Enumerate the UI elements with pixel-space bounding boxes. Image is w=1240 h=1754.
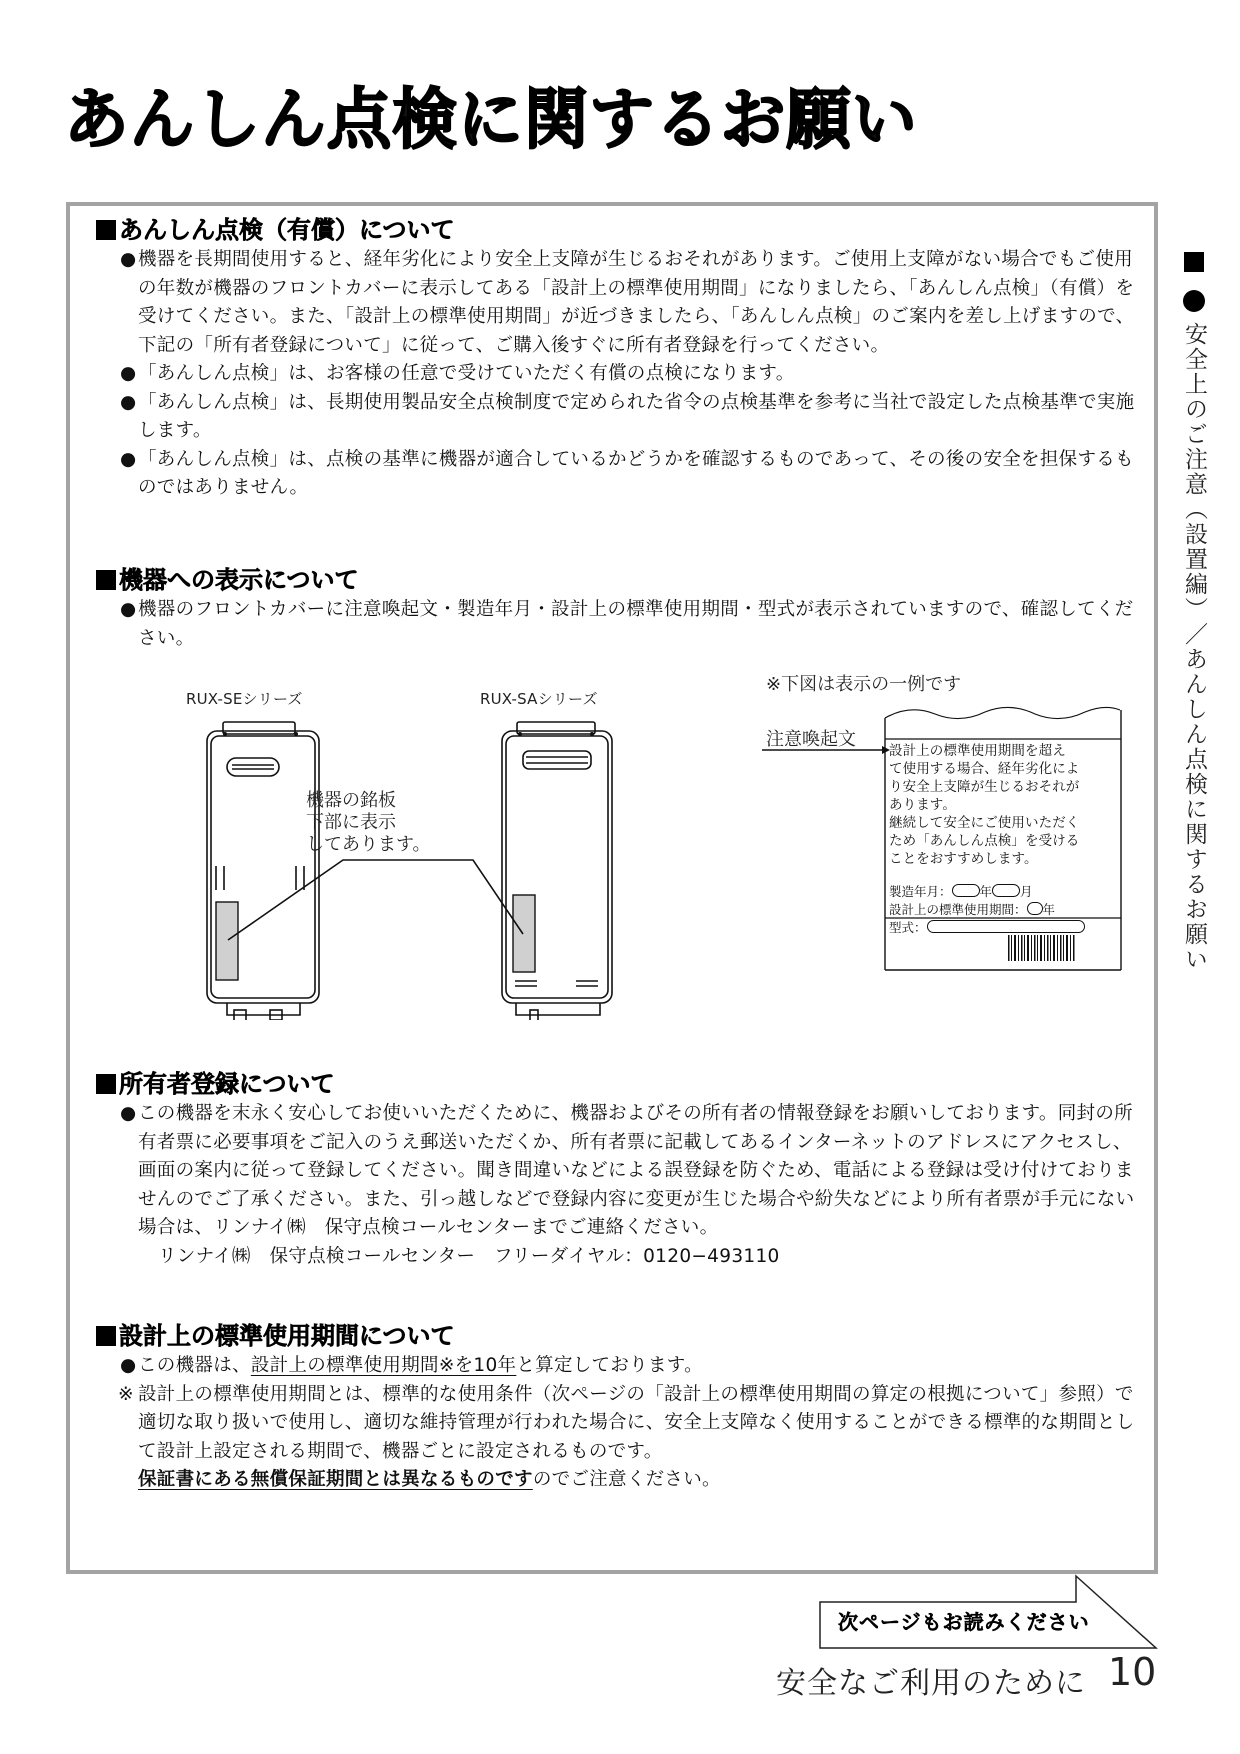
square-bullet-icon <box>96 1326 116 1346</box>
card-line: ため「あんしん点検」を受ける <box>889 833 1080 849</box>
contact-line: リンナイ㈱ 保守点検コールセンター フリーダイヤル：0120−493110 <box>158 1245 780 1267</box>
bullet-item <box>96 360 1136 389</box>
period-blank <box>1027 902 1043 915</box>
section-period <box>96 1320 1136 1495</box>
model-label: 型式： <box>889 920 927 935</box>
bullet-item <box>96 1352 1136 1381</box>
card-line: 継続して安全にご使用いただく <box>889 815 1080 831</box>
period-label: 設計上の標準使用期間： <box>889 902 1027 917</box>
warning-suffix: のでご注意ください。 <box>532 1469 721 1490</box>
bullet-text: 機器を長期間使用すると、経年劣化により安全上支障が生じるおそれがあります。ご使用上支障がない場合でもご使用の年数が機器のフロントカバーに表示してある「設計上の標準使用期間」になりましたら、「あんしん点検」（有償）を受けてください。また、「設計上の標準使用期間」が近づきましたら、「あんしん点検」のご案内を差し上げますので、下記の「所有者登録について」に従って、ご購入後すぐに所有者登録を行ってください。 <box>138 249 1135 356</box>
callout-line: してあります。 <box>306 834 431 855</box>
square-icon <box>1184 252 1204 272</box>
card-line: ことをおすすめします。 <box>889 851 1038 867</box>
bullet-item <box>96 446 1136 503</box>
bullet-dot-icon: ● <box>120 249 137 270</box>
section-display <box>96 564 1136 653</box>
month-unit: 月 <box>1020 884 1033 899</box>
bullet-dot-icon: ● <box>120 391 137 413</box>
footer-title: 安全なご利用のために <box>776 1666 1086 1701</box>
bullet-item <box>96 596 1136 653</box>
bullet-item <box>96 389 1136 446</box>
year-unit: 年 <box>979 884 993 899</box>
section-title-text: 機器への表示について <box>119 566 359 594</box>
bullet-dot-icon: ● <box>120 363 137 384</box>
standard-period-row <box>889 900 1055 918</box>
side-tab-text: 安全上のご注意（設置編）／あんしん点検に関するお願い <box>1181 322 1207 972</box>
page-number: 10 <box>1108 1650 1157 1694</box>
section-title <box>96 1320 1136 1352</box>
bullet-text: 「あんしん点検」は、長期使用製品安全点検制度で定められた省令の点検基準を参考に当社で設定した点検基準で実施します。 <box>138 391 1135 441</box>
callout-line: 下部に表示 <box>306 812 396 833</box>
warning-text-label: 注意喚起文 <box>766 729 856 750</box>
section-title-text: 設計上の標準使用期間について <box>119 1322 455 1350</box>
bullet-text: この機器を末永く安心してお使いいただくために、機器およびその所有者の情報登録をお願いしております。同封の所有者票に必要事項をご記入のうえ郵送いただくか、所有者票に記載してあるインターネットのアドレスにアクセスし、画面の案内に従って登録してください。聞き間違いなどによる誤登録を防ぐため、電話による登録は受け付けておりませんのでご了承ください。また、引っ越しなどで登録内容に変更が生じた場合や紛失などにより所有者票が手元にない場合は、リンナイ㈱ 保守点検コールセンターまでご連絡ください。 <box>138 1103 1135 1238</box>
bullet-dot-icon: ● <box>120 1103 137 1124</box>
section-title <box>96 1068 1136 1100</box>
section-inspection <box>96 214 1136 503</box>
example-caption: ※下図は表示の一例です <box>766 674 962 695</box>
square-bullet-icon <box>96 570 116 590</box>
nameplate-callout <box>306 790 431 856</box>
period-warning <box>96 1466 1136 1495</box>
card-line: あります。 <box>889 797 956 813</box>
card-line: 設計上の標準使用期間を超え <box>889 743 1066 759</box>
warning-bold: 保証書にある無償保証期間とは異なるものです <box>138 1469 533 1490</box>
device-right-label: RUX-SAシリーズ <box>480 690 598 708</box>
manufacture-date-row <box>889 882 1033 900</box>
note-mark: ※ <box>118 1383 134 1405</box>
manufacture-label: 製造年月： <box>889 884 952 899</box>
bullet-dot-icon: ● <box>120 448 137 470</box>
bullet-text: 機器のフロントカバーに注意喚起文・製造年月・設計上の標準使用期間・型式が表示されていますので、確認してください。 <box>138 599 1134 649</box>
bullet-suffix: と算定しております。 <box>516 1355 703 1376</box>
bullet-item <box>96 246 1136 360</box>
period-underlined: 設計上の標準使用期間※を10年 <box>250 1355 517 1376</box>
model-blank <box>927 920 1085 933</box>
card-line: て使用する場合、経年劣化によ <box>889 761 1080 777</box>
next-page-label: 次ページもお読みください <box>838 1610 1090 1634</box>
card-line: り安全上支障が生じるおそれが <box>889 779 1080 795</box>
month-blank <box>992 884 1020 897</box>
bullet-prefix: この機器は、 <box>138 1355 251 1376</box>
year-blank <box>952 884 980 897</box>
section-title-text: 所有者登録について <box>119 1070 335 1098</box>
callout-line: 機器の銘板 <box>306 790 396 811</box>
bullet-text: 「あんしん点検」は、点検の基準に機器が適合しているかどうかを確認するものであって、その後の安全を担保するものではありません。 <box>138 448 1134 498</box>
circle-icon <box>1183 290 1205 312</box>
device-left-label: RUX-SEシリーズ <box>186 690 303 708</box>
bullet-item <box>96 1100 1136 1243</box>
side-index-tab <box>1174 252 1214 972</box>
note-text: 設計上の標準使用期間とは、標準的な使用条件（次ページの「設計上の標準使用期間の算定の根拠について」参照）で適切な取り扱いで使用し、適切な維持管理が行われた場合に、安全上支障なく使用することができる標準的な期間として設計上設定される期間で、機器ごとに設定されるものです。 <box>138 1383 1135 1462</box>
square-bullet-icon <box>96 1074 116 1094</box>
square-bullet-icon <box>96 220 116 240</box>
period-year-unit: 年 <box>1042 902 1056 917</box>
section-registration <box>96 1068 1136 1271</box>
section-title-text: あんしん点検（有償）について <box>119 216 455 244</box>
section-title <box>96 214 1136 246</box>
bullet-dot-icon: ● <box>120 1355 137 1376</box>
bullet-dot-icon: ● <box>120 599 137 620</box>
section-title <box>96 564 1136 596</box>
period-note <box>96 1381 1136 1467</box>
model-row <box>889 918 1085 936</box>
page-title: あんしん点検に関するお願い <box>64 81 918 158</box>
label-card-warning-text <box>889 742 1079 868</box>
bullet-text: 「あんしん点検」は、お客様の任意で受けていただく有償の点検になります。 <box>138 363 795 384</box>
